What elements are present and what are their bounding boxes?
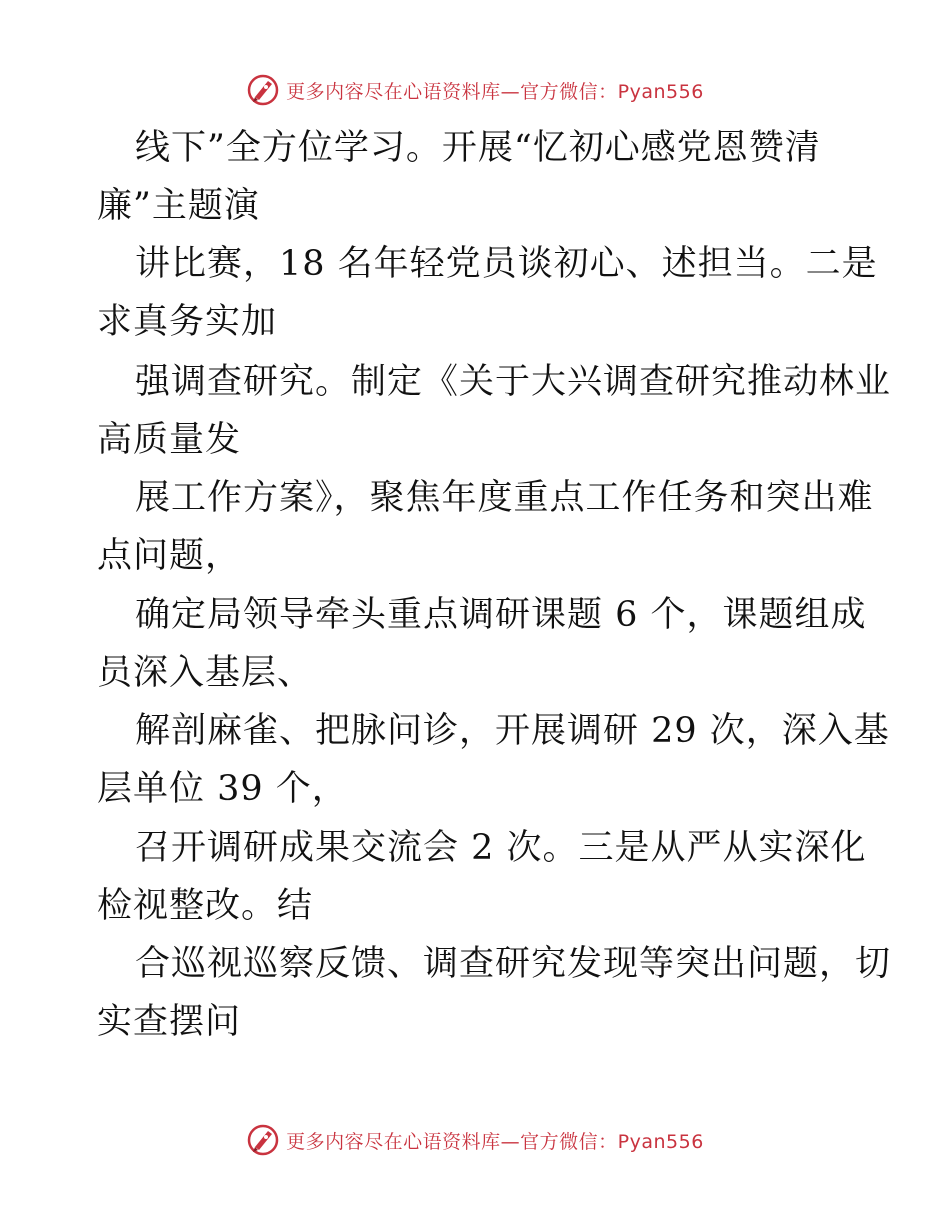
body-line-16: 实查摆问 [97, 1002, 242, 1042]
body-line-1: 线下”全方位学习。开展“忆初心感党恩赞清 [135, 128, 821, 168]
body-line-12: 层单位 39 个， [97, 769, 348, 809]
footer-banner-text: 更多内容尽在心语资料库—官方微信：Pyan556 [286, 1130, 704, 1153]
header-banner-inner [246, 73, 704, 107]
body-line-3: 讲比赛，18 名年轻党员谈初心、述担当。二是 [135, 244, 878, 284]
footer-banner-inner [246, 1123, 704, 1157]
body-line-10: 员深入基层、 [97, 653, 314, 693]
body-line-5: 强调查研究。制定《关于大兴调查研究推动林业 [135, 362, 892, 402]
body-line-9: 确定局领导牵头重点调研课题 6 个，课题组成 [135, 595, 867, 635]
body-line-2: 廉”主题演 [97, 186, 260, 226]
header-banner-text: 更多内容尽在心语资料库—官方微信：Pyan556 [286, 80, 704, 103]
footer-banner [0, 1120, 950, 1160]
body-line-13: 召开调研成果交流会 2 次。三是从严从实深化 [135, 828, 867, 868]
body-line-14: 检视整改。结 [97, 886, 314, 926]
body-line-6: 高质量发 [97, 420, 242, 460]
body-line-11: 解剖麻雀、把脉问诊，开展调研 29 次，深入基 [135, 711, 890, 751]
pen-logo-icon [246, 1123, 280, 1157]
body-line-15: 合巡视巡察反馈、调查研究发现等突出问题，切 [135, 944, 892, 984]
body-line-4: 求真务实加 [97, 302, 278, 342]
body-line-8: 点问题， [97, 536, 242, 576]
body-line-7: 展工作方案》，聚焦年度重点工作任务和突出难 [135, 478, 874, 518]
pen-logo-icon [246, 73, 280, 107]
header-banner [0, 70, 950, 110]
